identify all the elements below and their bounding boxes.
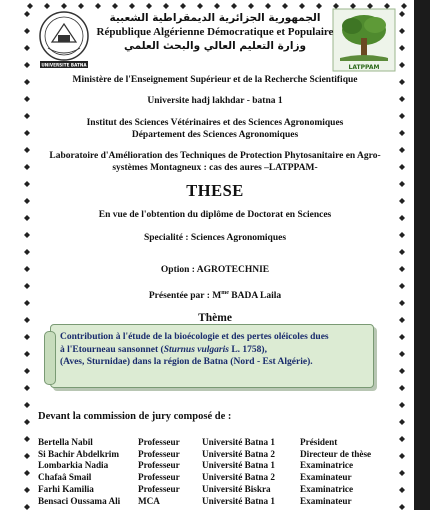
arabic-ministry-heading: وزارة التعليم العالي والبحث العلمي: [123, 40, 307, 52]
institute-line: Institut des Sciences Vétérinaires et des Sciences Agronomiques: [86, 118, 344, 128]
border-ornament-dot: [24, 436, 30, 442]
border-ornament-dot: [95, 3, 101, 9]
border-ornament-dot: [24, 504, 30, 510]
border-ornament-dot: [24, 11, 30, 17]
arabic-republic-heading: الجمهورية الجزائرية الديمقراطية الشعبية: [109, 12, 321, 24]
border-ornament-dot: [399, 45, 405, 51]
republic-heading: République Algérienne Démocratique et Populaire: [96, 26, 334, 38]
border-ornament-dot: [24, 487, 30, 493]
jury-grade: MCA: [138, 495, 160, 506]
jury-role: Examinateur: [300, 472, 352, 483]
jury-intro: Devant la commission de jury composé de :: [38, 411, 232, 422]
thesis-title: THESE: [186, 181, 244, 200]
border-ornament-dot: [399, 419, 405, 425]
jury-role: Examinatrice: [300, 483, 354, 494]
jury-row: [38, 484, 380, 496]
jury-institution: Université Batna 2: [202, 472, 275, 483]
theme-scroll-roll: [44, 331, 56, 385]
presented-name: BADA Laila: [228, 291, 282, 302]
option-line: Option : AGROTECHNIE: [160, 265, 270, 275]
jury-row: [38, 449, 380, 461]
border-ornament-dot: [399, 436, 405, 442]
border-ornament-dot: [401, 3, 407, 9]
jury-institution: Université Batna 2: [202, 448, 275, 459]
border-ornament-dot: [214, 3, 220, 9]
presented-prefix: Présentée par : M: [148, 291, 222, 302]
theme-line-3: (Aves, Sturnidae) dans la région de Batna (Nord - Est Algérie).: [60, 357, 313, 367]
department-line: Département des Sciences Agronomiques: [131, 130, 299, 140]
border-ornament-dot: [316, 3, 322, 9]
jury-grade: Professeur: [138, 437, 180, 447]
border-ornament-dot: [24, 249, 30, 255]
border-ornament-dot: [24, 62, 30, 68]
university-logo-text: UNIVERSITE BATNA: [41, 62, 87, 68]
laboratory-line-2: systèmes Montagneux : cas des aures –LATPPAM-: [112, 163, 318, 173]
jury-grade: Professeur: [138, 483, 180, 494]
border-ornament-dot: [399, 504, 405, 510]
university-line: Universite hadj lakhdar - batna 1: [147, 96, 283, 106]
border-ornament-dot: [129, 3, 135, 9]
border-ornament-dot: [399, 249, 405, 255]
border-ornament-dot: [399, 334, 405, 340]
jury-role: Examinateur: [300, 495, 352, 506]
border-ornament-dot: [399, 62, 405, 68]
jury-role: Examinatrice: [300, 460, 354, 471]
border-ornament-dot: [197, 3, 203, 9]
jury-institution: Université Batna 1: [202, 460, 275, 471]
jury-row: [38, 496, 380, 508]
jury-grade: Professeur: [138, 472, 180, 483]
jury-institution: Université Batna 1: [202, 437, 275, 447]
border-ornament-dot: [248, 3, 254, 9]
border-ornament-dot: [163, 3, 169, 9]
border-ornament-dot: [399, 351, 405, 357]
border-ornament-dot: [299, 3, 305, 9]
border-ornament-dot: [24, 334, 30, 340]
border-ornament-dot: [399, 368, 405, 374]
jury-name: Bertella Nabil: [38, 437, 93, 447]
border-ornament-dot: [399, 487, 405, 493]
jury-grade: Professeur: [138, 460, 180, 471]
jury-name: Chafaâ Smail: [38, 472, 92, 483]
border-ornament-dot: [24, 402, 30, 408]
border-ornament-dot: [399, 28, 405, 34]
border-ornament-dot: [24, 368, 30, 374]
border-ornament-dot: [24, 28, 30, 34]
jury-table: [38, 437, 380, 507]
jury-row: [38, 437, 380, 449]
jury-name: Lombarkia Nadia: [38, 460, 109, 471]
border-ornament-dot: [24, 453, 30, 459]
presented-sup: me: [221, 290, 229, 296]
jury-name: Farhi Kamilia: [38, 483, 94, 494]
border-ornament-dot: [146, 3, 152, 9]
border-ornament-dot: [180, 3, 186, 9]
border-ornament-dot: [112, 3, 118, 9]
jury-name: Si Bachir Abdelkrim: [38, 448, 119, 459]
jury-name: Bensaci Oussama Ali: [38, 495, 121, 506]
border-ornament-dot: [24, 45, 30, 51]
laboratory-line-1: Laboratoire d'Amélioration des Techniques de Protection Phytosanitaire en Agro-: [49, 151, 381, 161]
degree-purpose: En vue de l'obtention du diplôme de Doctorat en Sciences: [98, 210, 332, 220]
jury-row: [38, 460, 380, 472]
theme-label: Thème: [198, 312, 232, 324]
border-ornament-dot: [27, 3, 33, 9]
border-ornament-dot: [399, 385, 405, 391]
latppam-logo-text: LATPPAM: [348, 64, 380, 71]
scan-edge-bar: [414, 0, 430, 510]
jury-grade: Professeur: [138, 448, 180, 459]
jury-institution: Université Biskra: [202, 483, 271, 494]
border-ornament-dot: [399, 453, 405, 459]
presented-by-line: [30, 288, 400, 303]
jury-institution: Université Batna 1: [202, 495, 275, 506]
border-ornament-dot: [282, 3, 288, 9]
border-ornament-dot: [24, 385, 30, 391]
jury-row: [38, 472, 380, 484]
jury-role: Directeur de thèse: [300, 448, 372, 459]
theme-text: [60, 331, 370, 369]
border-ornament-dot: [24, 351, 30, 357]
border-ornament-dot: [399, 11, 405, 17]
jury-role: Président: [300, 437, 338, 447]
speciality-line: Specialité : Sciences Agronomiques: [143, 233, 287, 243]
border-ornament-dot: [231, 3, 237, 9]
border-ornament-dot: [24, 470, 30, 476]
border-ornament-dot: [399, 402, 405, 408]
border-ornament-dot: [265, 3, 271, 9]
theme-line-1: Contribution à l'étude de la bioécologie et des pertes oléicoles dues: [60, 332, 329, 342]
border-ornament-dot: [399, 470, 405, 476]
theme-line-2: à l'Etourneau sansonnet (Sturnus vulgaris L. 1758),: [60, 344, 267, 355]
ministry-line: Ministère de l'Enseignement Supérieur et de la Recherche Scientifique: [72, 75, 358, 85]
border-ornament-dot: [24, 419, 30, 425]
species-name: Sturnus vulgaris: [163, 344, 229, 355]
